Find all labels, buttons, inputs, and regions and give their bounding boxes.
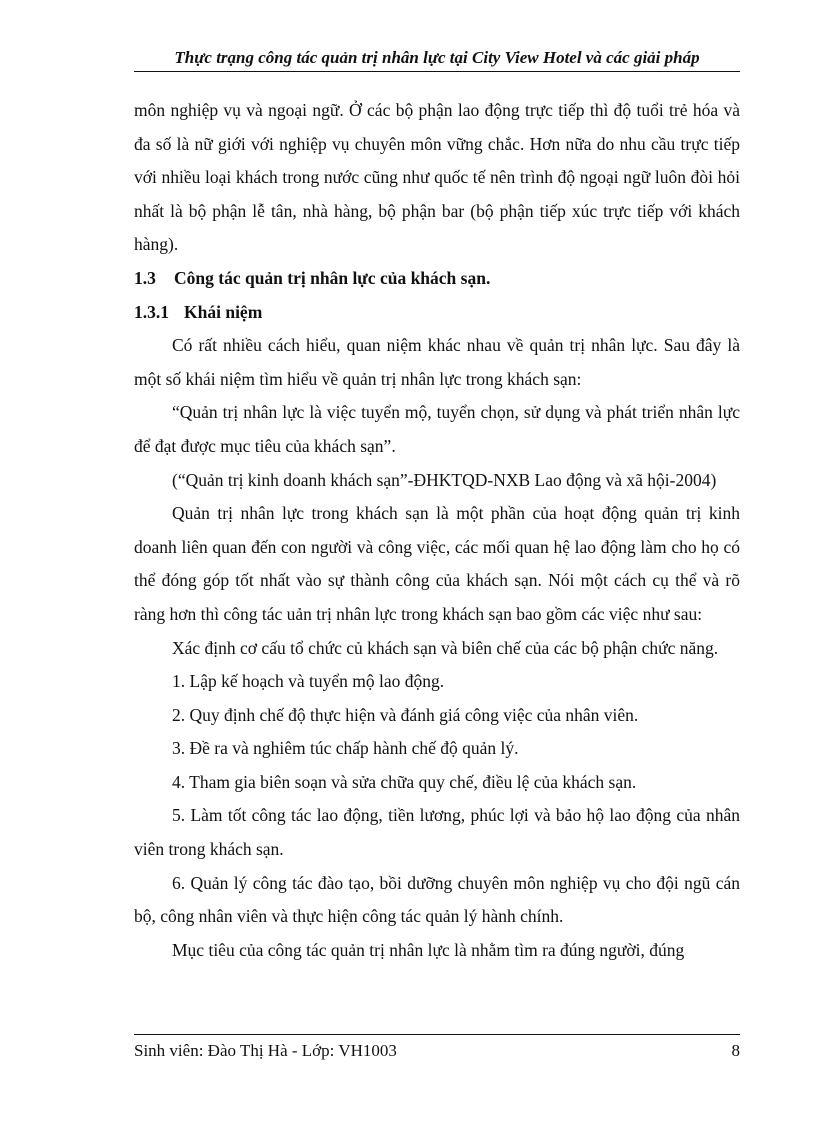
section-title: Công tác quản trị nhân lực của khách sạn. xyxy=(174,267,491,288)
document-body xyxy=(134,94,740,967)
subsection-title: Khái niệm xyxy=(184,301,263,322)
list-item: 4. Tham gia biên soạn và sửa chữa quy chế, điều lệ của khách sạn. xyxy=(172,771,637,792)
footer-student-info: Sinh viên: Đào Thị Hà - Lớp: VH1003 xyxy=(134,1041,397,1060)
paragraph: Quản trị nhân lực trong khách sạn là một phần của hoạt động quản trị kinh doanh liên quan đến con người và công việc, các mối quan hệ lao động làm cho họ có thể đóng góp tốt nhất vào sự thành công của khách sạn. Nói một cách cụ thể và rõ ràng hơn thì công tác uản trị nhân lực trong khách sạn bao gồm các việc như sau: xyxy=(134,503,740,624)
subsection-heading xyxy=(134,296,740,330)
page-header: Thực trạng công tác quản trị nhân lực tại City View Hotel và các giải pháp xyxy=(134,48,740,72)
section-number: 1.3 xyxy=(134,267,156,288)
list-item: 2. Quy định chế độ thực hiện và đánh giá công việc của nhân viên. xyxy=(172,704,639,725)
paragraph: môn nghiệp vụ và ngoại ngữ. Ở các bộ phận lao động trực tiếp thì độ tuổi trẻ hóa và đa số là nữ giới với nghiệp vụ chuyên môn vững chắc. Hơn nữa do nhu cầu trực tiếp với nhiều loại khách trong nước cũng như quốc tế nên trình độ ngoại ngữ luôn đòi hỏi nhất là bộ phận lễ tân, nhà hàng, bộ phận bar (bộ phận tiếp xúc trực tiếp với khách hàng). xyxy=(134,100,740,255)
citation: (“Quản trị kinh doanh khách sạn”-ĐHKTQD-NXB Lao động và xã hội-2004) xyxy=(172,469,717,490)
paragraph: Xác định cơ cấu tổ chức củ khách sạn và biên chế của các bộ phận chức năng. xyxy=(172,637,719,658)
list-item: 5. Làm tốt công tác lao động, tiền lương, phúc lợi và bảo hộ lao động của nhân viên trong khách sạn. xyxy=(134,805,740,860)
paragraph: Có rất nhiều cách hiểu, quan niệm khác nhau về quản trị nhân lực. Sau đây là một số khái niệm tìm hiểu về quản trị nhân lực trong khách sạn: xyxy=(134,335,740,389)
section-heading xyxy=(134,262,740,296)
list-item: 1. Lập kế hoạch và tuyển mộ lao động. xyxy=(172,671,445,692)
page-footer xyxy=(134,1034,740,1061)
list-item: 3. Đề ra và nghiêm túc chấp hành chế độ quản lý. xyxy=(172,738,519,759)
page-number: 8 xyxy=(731,1041,740,1060)
list-item: 6. Quản lý công tác đào tạo, bồi dưỡng chuyên môn nghiệp vụ cho đội ngũ cán bộ, công nhân viên và thực hiện công tác quản lý hành chính. xyxy=(134,872,740,927)
subsection-number: 1.3.1 xyxy=(134,301,169,322)
quote-paragraph: “Quản trị nhân lực là việc tuyển mộ, tuyển chọn, sử dụng và phát triển nhân lực để đạt được mục tiêu của khách sạn”. xyxy=(134,402,740,456)
paragraph: Mục tiêu của công tác quản trị nhân lực là nhằm tìm ra đúng người, đúng xyxy=(172,939,685,960)
